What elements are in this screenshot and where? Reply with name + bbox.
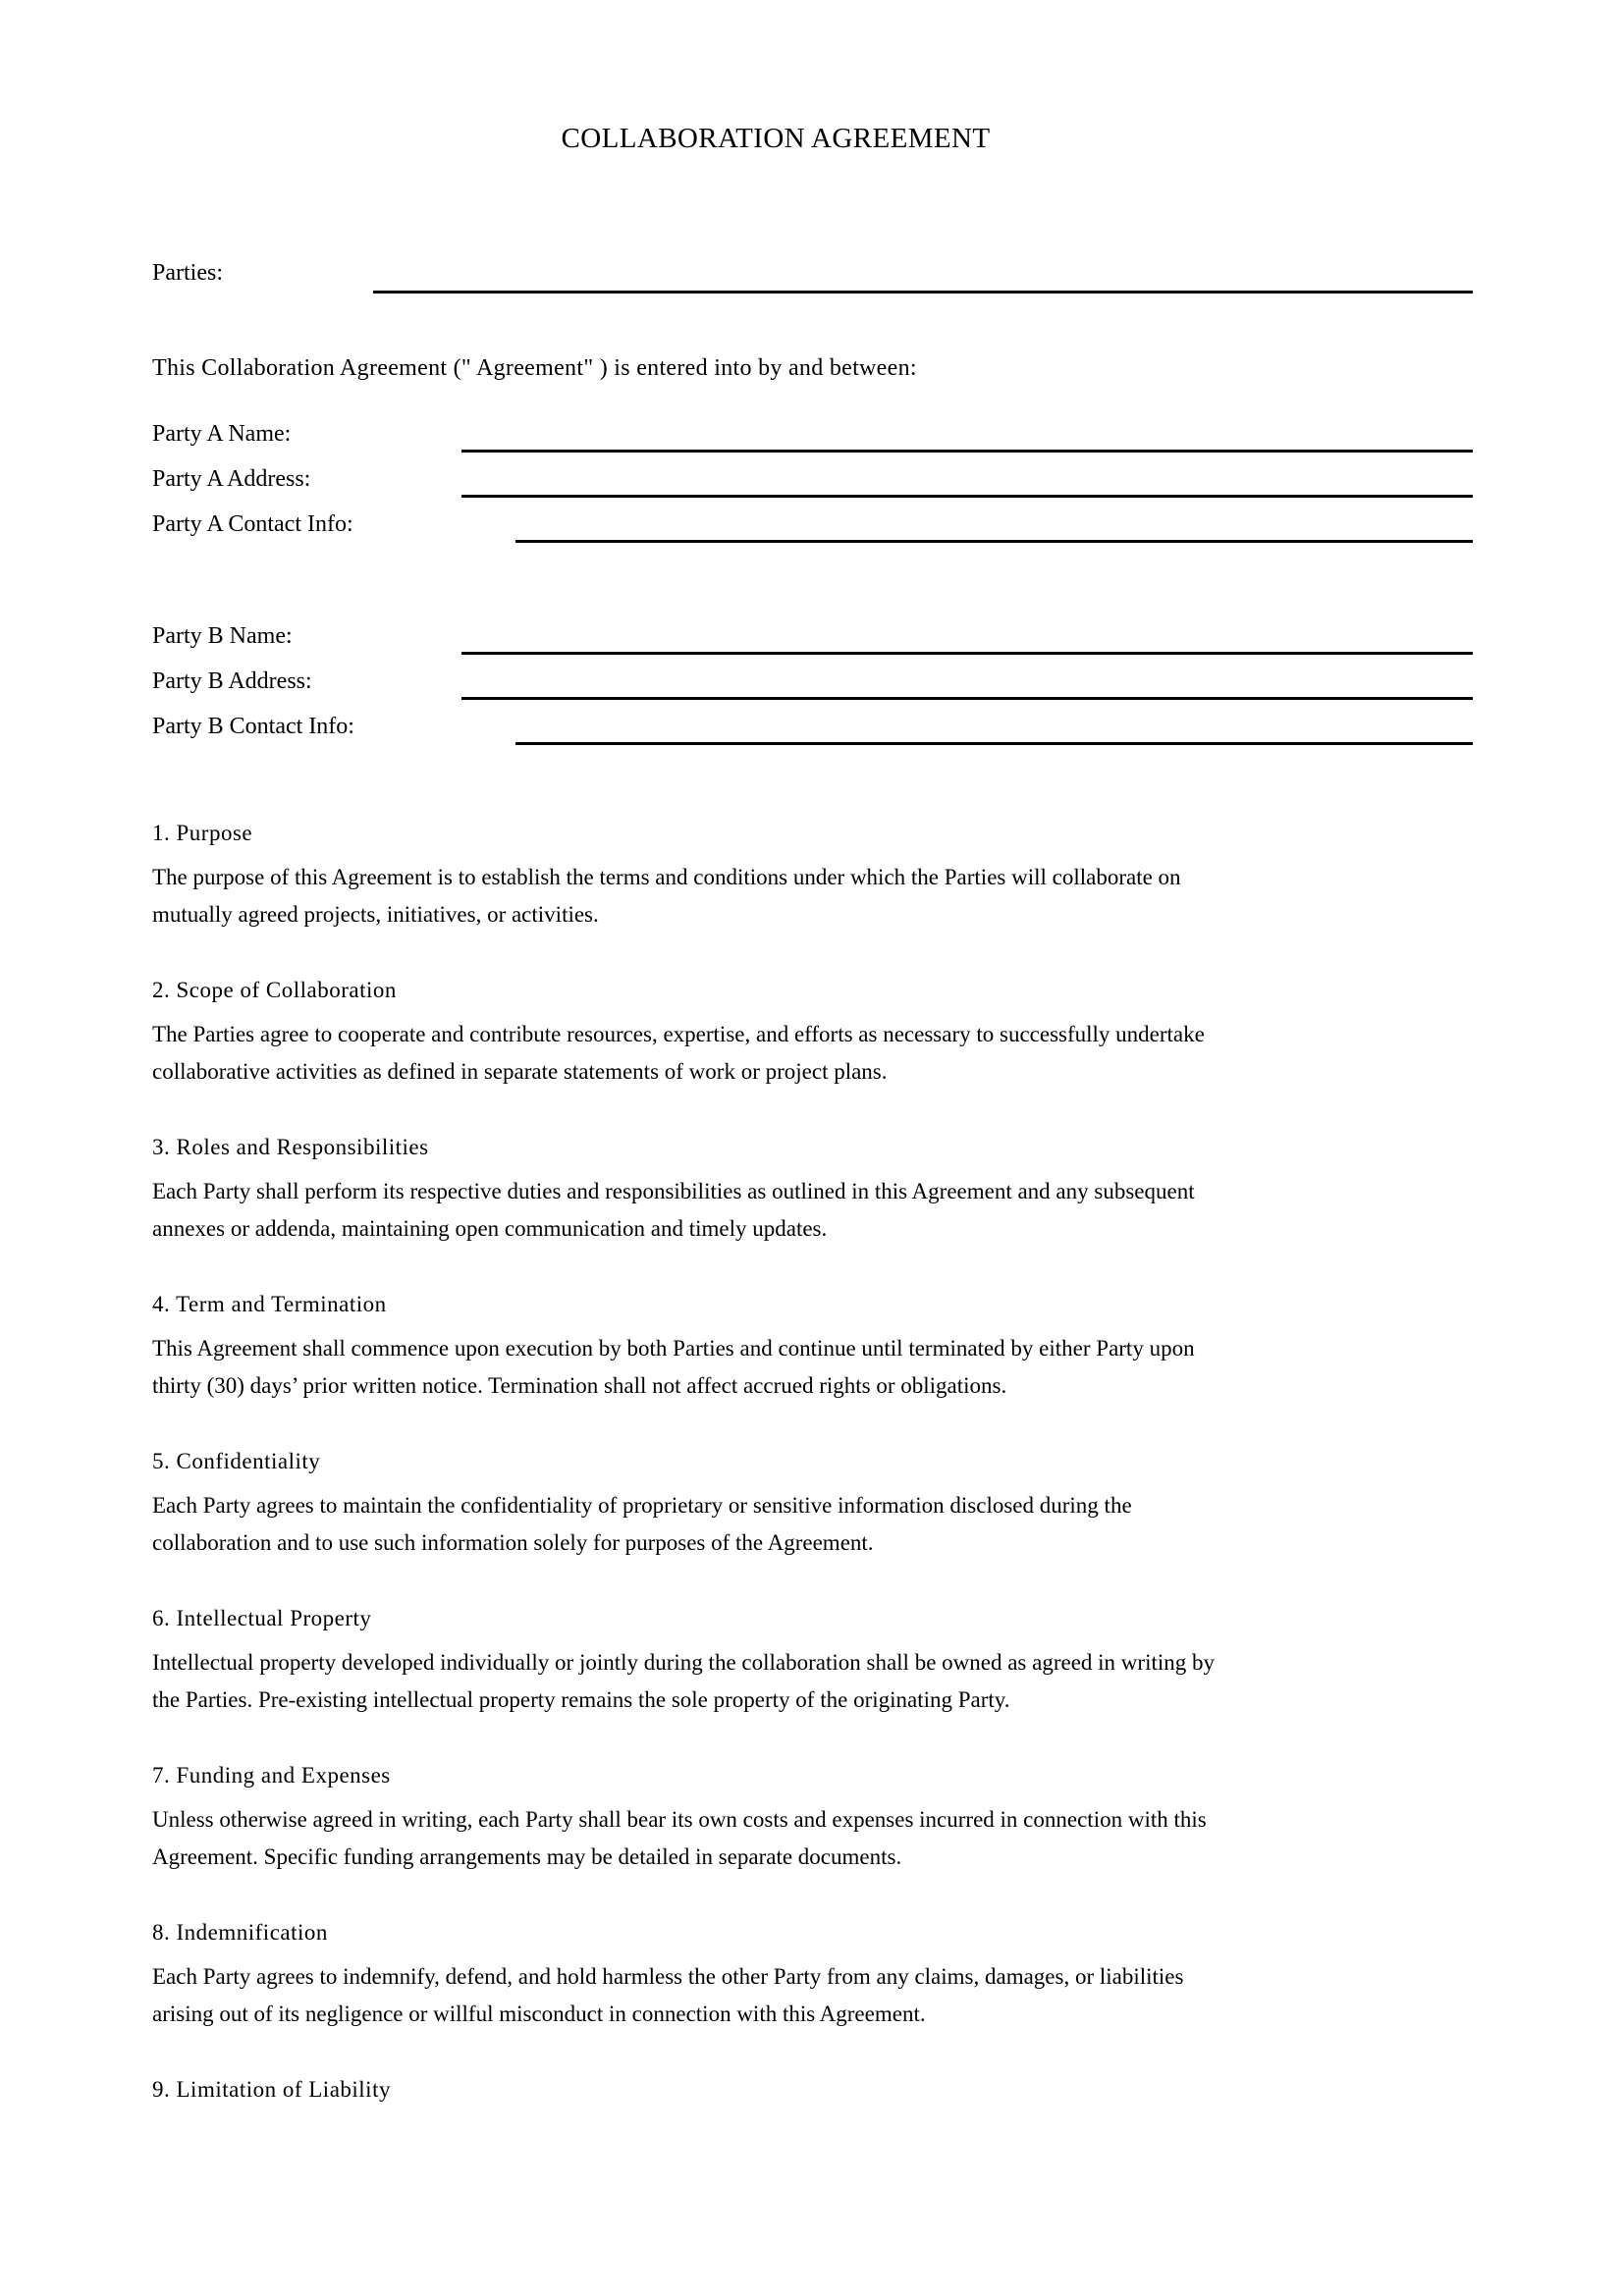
party-a-address-row [152, 464, 1473, 509]
clause-heading: 9. Limitation of Liability [152, 2077, 391, 2102]
clause-body-line: Each Party shall perform its respective duties and responsibilities as outlined in this Agreement and any subsequent [152, 1179, 1195, 1203]
party-a-name-label: Party A Name: [152, 421, 292, 447]
clause-body [152, 1958, 1473, 2033]
clause-body-line: collaboration and to use such information solely for purposes of the Agreement. [152, 1530, 874, 1555]
party-b-address-label: Party B Address: [152, 668, 312, 694]
clause-section [152, 975, 1473, 1091]
clause-heading: 7. Funding and Expenses [152, 1763, 391, 1788]
party-b-block [152, 621, 1473, 757]
clause-heading: 3. Roles and Responsibilities [152, 1135, 429, 1159]
document-content [152, 0, 1473, 2115]
clause-heading: 6. Intellectual Property [152, 1606, 372, 1630]
clause-heading: 1. Purpose [152, 821, 253, 845]
clause-body-line: collaborative activities as defined in separate statements of work or project plans. [152, 1059, 888, 1084]
clause-body [152, 859, 1473, 934]
clause-body-line: This Agreement shall commence upon execution by both Parties and continue until terminated by either Party upon [152, 1336, 1195, 1361]
clause-body-line: Each Party agrees to maintain the confidentiality of proprietary or sensitive information disclosed during the [152, 1493, 1132, 1518]
clause-body-line: Agreement. Specific funding arrangements may be detailed in separate documents. [152, 1844, 902, 1869]
clause-section [152, 1917, 1473, 2033]
clause-section [152, 818, 1473, 934]
clause-section [152, 1603, 1473, 1719]
clause-body-line: mutually agreed projects, initiatives, or activities. [152, 902, 599, 927]
clause-body [152, 1644, 1473, 1719]
clause-section [152, 1446, 1473, 1562]
clause-body-line: the Parties. Pre-existing intellectual property remains the sole property of the originating Party. [152, 1687, 1010, 1712]
party-a-name-row [152, 419, 1473, 464]
clause-heading: 2. Scope of Collaboration [152, 978, 397, 1002]
clause-body-line: annexes or addenda, maintaining open communication and timely updates. [152, 1216, 828, 1241]
party-a-block [152, 419, 1473, 555]
party-a-address-fill-line[interactable] [461, 495, 1473, 498]
clause-body-line: The Parties agree to cooperate and contribute resources, expertise, and efforts as necessary to successfully undertake [152, 1022, 1205, 1046]
party-b-name-fill-line[interactable] [461, 652, 1473, 655]
parties-section [152, 258, 1473, 297]
parties-label: Parties: [152, 260, 223, 286]
clauses-list [152, 818, 1473, 2106]
clause-section [152, 2074, 1473, 2106]
party-a-contact-fill-line[interactable] [515, 540, 1473, 543]
party-b-contact-label: Party B Contact Info: [152, 714, 354, 739]
clause-section [152, 1289, 1473, 1405]
party-b-name-row [152, 621, 1473, 667]
party-a-address-label: Party A Address: [152, 466, 311, 492]
clause-body [152, 1487, 1473, 1562]
clause-section [152, 1760, 1473, 1876]
clause-section [152, 1132, 1473, 1248]
clause-body-line: arising out of its negligence or willful misconduct in connection with this Agreement. [152, 2002, 926, 2026]
clause-body-line: The purpose of this Agreement is to establish the terms and conditions under which the Parties will collaborate on [152, 865, 1181, 889]
clause-body-line: Unless otherwise agreed in writing, each Party shall bear its own costs and expenses incurred in connection with this [152, 1807, 1207, 1832]
clause-body-line: Each Party agrees to indemnify, defend, and hold harmless the other Party from any claims, damages, or liabilities [152, 1964, 1184, 1989]
clause-body-line: Intellectual property developed individually or jointly during the collaboration shall be owned as agreed in writing by [152, 1650, 1215, 1675]
party-b-address-row [152, 667, 1473, 712]
party-b-address-fill-line[interactable] [461, 697, 1473, 700]
party-b-contact-row [152, 712, 1473, 757]
clause-heading: 4. Term and Termination [152, 1292, 387, 1316]
parties-fill-line[interactable] [373, 291, 1473, 294]
clause-body [152, 1016, 1473, 1091]
clause-body-line: thirty (30) days’ prior written notice. Termination shall not affect accrued rights or obligations. [152, 1373, 1007, 1398]
clause-body [152, 1330, 1473, 1405]
page-title: COLLABORATION AGREEMENT [561, 123, 991, 154]
clause-body [152, 1801, 1473, 1876]
intro-paragraph: This Collaboration Agreement (" Agreement" ) is entered into by and between: [152, 355, 917, 381]
party-b-contact-fill-line[interactable] [515, 742, 1473, 745]
clause-body [152, 1173, 1473, 1248]
party-a-contact-row [152, 509, 1473, 555]
party-b-name-label: Party B Name: [152, 623, 293, 649]
clause-heading: 5. Confidentiality [152, 1449, 321, 1473]
party-a-name-fill-line[interactable] [461, 450, 1473, 453]
party-a-contact-label: Party A Contact Info: [152, 511, 353, 537]
clause-heading: 8. Indemnification [152, 1920, 328, 1945]
